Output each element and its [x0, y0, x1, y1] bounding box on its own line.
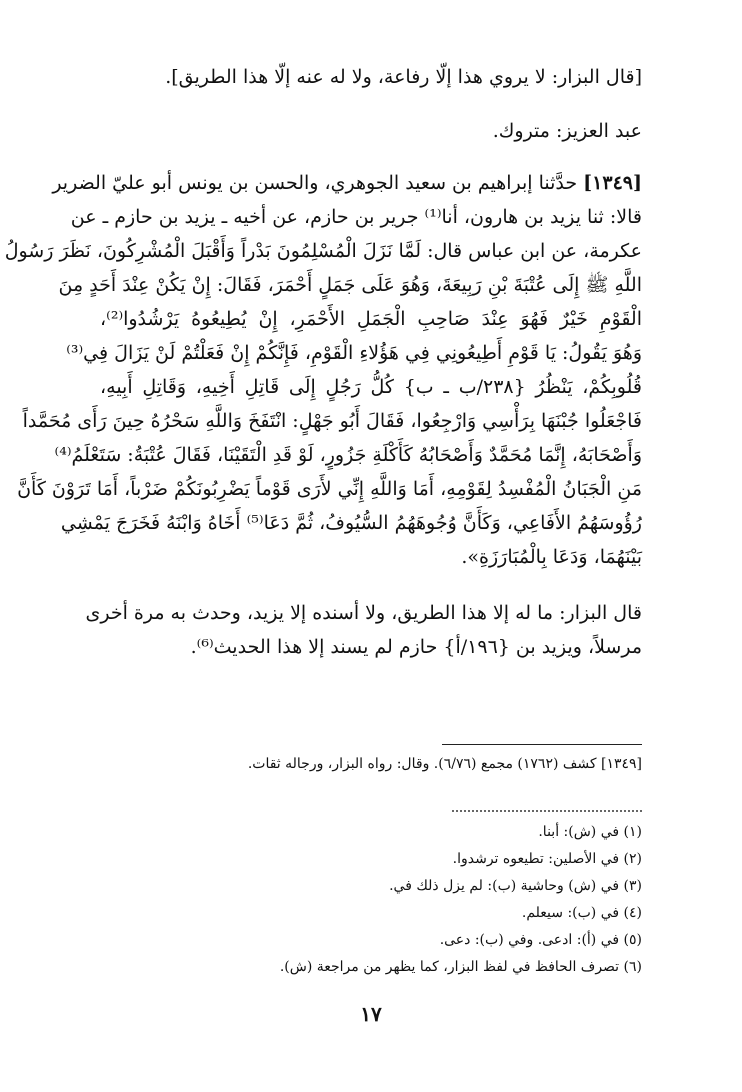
hadith-line: الْقَوْمِ خَيْرٌ فَهُوَ عِنْدَ صَاحِبِ الْجَمَلِ الأَحْمَرِ، إِنْ يُطِيعُوهُ يَرْشُدُوا⁽²⁾، — [100, 308, 642, 330]
footnote-item: (١) في (ش): أبنا. — [538, 824, 642, 840]
footnote-dotted-separator — [452, 810, 642, 812]
bazzar-comment: مرسلاً، ويزيد بن {١٩٦/أ} حازم لم يسند إلا هذا الحديث⁽⁶⁾. — [190, 636, 642, 658]
hadith-line: بَيْنَهُمَا، وَدَعَا بِالْمُبَارَزَةِ». — [461, 546, 642, 568]
footnote-item: (٣) في (ش) وحاشية (ب): لم يزل ذلك في. — [389, 878, 642, 894]
hadith-line: قالا: ثنا يزيد بن هارون، أنا⁽¹⁾ جرير بن حازم، عن أخيه ـ يزيد بن حازم ـ عن — [70, 206, 642, 228]
hadith-line: قُلُوبِكُمْ، يَنْظُرُ {٢٣٨/ب ـ ب} كُلُّ رَجُلٍ إِلَى قَاتِلِ أَخِيهِ، وَقَاتِلِ أَبِيهِ، — [100, 376, 642, 398]
hadith-line: فَاجْعَلُوا جُبْنَهَا بِرَأْسِي وَارْجِعُوا، فَقَالَ أَبُو جَهْلٍ: انْتَفَخَ وَاللَّهِ سَحْرُهُ حِينَ رَأَى مُحَمَّداً — [22, 410, 642, 432]
bazzar-note: [قال البزار: لا يروي هذا إلّا رفاعة، ولا له عنه إلّا هذا الطريق]. — [165, 66, 642, 88]
footnote-separator — [442, 744, 642, 745]
hadith-line: اللَّهِ ﷺ إِلَى عُتْبَةَ بْنِ رَبِيعَةَ، وَهُوَ عَلَى جَمَلٍ أَحْمَرَ، فَقَالَ: إِنْ يَكُنْ عِنْدَ أَحَدٍ مِنَ — [58, 274, 642, 296]
hadith-line: عكرمة، عن ابن عباس قال: لَمَّا نَزَلَ الْمُسْلِمُونَ بَدْراً وَأَقْبَلَ الْمُشْرِكُونَ، نَظَرَ رَسُولُ — [4, 240, 642, 262]
hadith-number: [١٣٤٩] — [583, 172, 642, 194]
hadith-text: حدَّثنا إبراهيم بن سعيد الجوهري، والحسن بن يونس أبو عليّ الضرير — [52, 172, 578, 194]
footnote-item: (٦) تصرف الحافظ في لفظ البزار، كما يظهر من مراجعة (ش). — [279, 959, 642, 975]
takhrij-note: [١٣٤٩] كشف (١٧٦٢) مجمع (٦/٧٦). وقال: رواه البزار، ورجاله ثقات. — [247, 756, 642, 772]
bazzar-comment: قال البزار: ما له إلا هذا الطريق، ولا أسنده إلا يزيد، وحدث به مرة أخرى — [85, 602, 642, 624]
hadith-line: وَأَصْحَابَهُ، إِنَّمَا مُحَمَّدٌ وَأَصْحَابُهُ كَأَكْلَةِ جَزُورٍ، لَوْ قَدِ الْتَقَيْنَا، فَقَالَ عُتْبَةُ: سَتَعْلَمُ⁽⁴⁾ — [54, 444, 642, 466]
hadith-line: وَهُوَ يَقُولُ: يَا قَوْمِ أَطِيعُونِي فِي هَؤُلاءِ الْقَوْمِ، فَإِنَّكُمْ إِنْ فَعَلْتُمْ لَنْ يَزَالَ فِي⁽³⁾ — [66, 342, 642, 364]
hadith-line: مَنِ الْجَبَانُ الْمُفْسِدُ لِقَوْمِهِ، أَمَا وَاللَّهِ إِنِّي لأَرَى قَوْماً يَضْرِبُونَكُمْ ضَرْباً، أَمَا تَرَوْنَ كَأَنَّ — [17, 478, 642, 500]
page-number: ١٧ — [360, 1002, 382, 1026]
footnote-item: (٤) في (ب): سيعلم. — [521, 905, 642, 921]
footnote-item: (٢) في الأصلين: تطيعوه ترشدوا. — [452, 851, 642, 867]
hadith-line: رُؤُوسَهُمُ الأَفَاعِي، وَكَأَنَّ وُجُوهَهُمُ السُّيُوفُ، ثُمَّ دَعَا⁽⁵⁾ أَخَاهُ وَابْنَهُ فَخَرَجَ يَمْشِي — [60, 512, 642, 534]
narrator-note: عبد العزيز: متروك. — [492, 120, 642, 142]
hadith-line — [52, 166, 642, 200]
footnote-item: (٥) في (أ): ادعى. وفي (ب): دعى. — [439, 932, 642, 948]
